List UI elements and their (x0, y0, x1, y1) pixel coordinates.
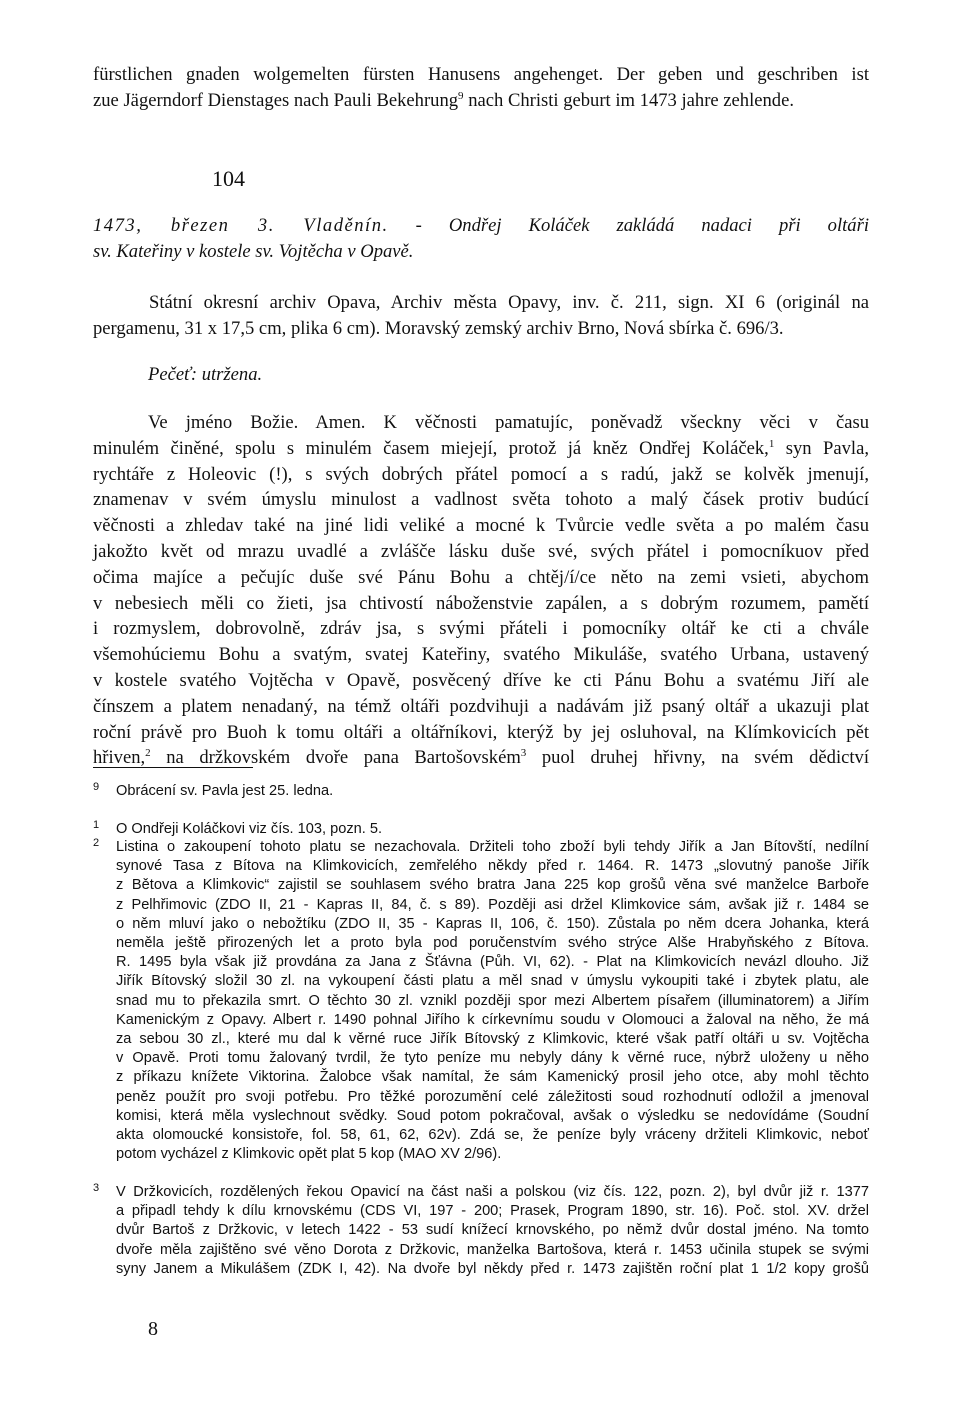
footnote-line: V Držkovicích, rozdělených řekou Opavicí na část naši a polskou (viz čís. 122, pozn. 2), byl dvůr již r. 1377 (116, 1184, 869, 1200)
footnote-body (116, 782, 869, 801)
intro-line-1: fürstlichen gnaden wolgemelten fürsten Hanusens angehenget. Der geben und geschriben ist (93, 64, 869, 85)
footnote-ref-1: 1 (768, 437, 775, 450)
regest-line-2: sv. Kateřiny v kostele sv. Vojtěcha v Opavě. (93, 241, 414, 262)
footnote-line: neměla ještě přirozených let a proto byla pod poručenstvím svého strýce Alše Hrabyňského z Bítova. (116, 935, 869, 952)
footnote-line: z Bětova a Klimkovic“ zajistil se souhlasem svého bratra Jana 225 kop grošů věna své manželce Barboře (116, 877, 869, 894)
footnote-line: z Pelhřimovic (ZDO II, 21 - Kapras II, 84, č. s 89). Později asi držel Klimkovice sám, avšak již r. 1484 se (116, 896, 869, 913)
footnote-mark: 3 (93, 1182, 100, 1194)
footnote-line: o něm mluví jako o nebožtíku (ZDO II, 35 - Kapras II, 106, č. 150). Zůstala po něm dcera Johanka, která (116, 915, 869, 932)
footnote-line: snad mu to překazila smrt. O těchto 30 zl. vznikl později spor mezi Albertem písařem (illuminatorem) a Jiřím (116, 992, 869, 1009)
text-line: očima majíce a pečujíc duše své Pánu Bohu a chtěj/í/ce něto na zemi vsieti, abychom (93, 566, 869, 588)
seal-note: Pečeť: utržena. (148, 364, 263, 385)
text-line: jakožto květ od mrazu uvadlé a zvlášče lásku duše své, svých přátel i pomocníkuov před (93, 540, 869, 562)
footnote-line: peněz použít pro svoji potřebu. Pro těžké porozumění celé záležitosti soud rozhodnutí odložil a jmenoval (116, 1088, 869, 1105)
text-line: roční právě pro Buoh k tomu oltáři a oltářníkovi, kterýž by jej osluhoval, na Klímkovicích pět (93, 721, 869, 743)
archive-reference (93, 290, 869, 341)
footnote-line: Listina o zakoupení tohoto platu se nezachovala. Držiteli toho zboží byli tehdy Jiřík a Jan Bítovští, nedílní (116, 839, 869, 855)
footnote-body (116, 838, 869, 1164)
footnote-line: potom vycházel z Klimkovic opět plat 5 kop (MAO XV 2/96). (116, 1146, 502, 1163)
footnote-mark: 9 (93, 781, 100, 793)
text-line: i rozmyslem, dobrovolně, zdráv jsa, s svými přáteli i pomocníky oltář ke cti a chvále (93, 618, 869, 640)
footnote-line: dvoře měla zajištěno své věno Dorota z Držkovic, manželka Bartošova, která r. 1453 učinila stupek se svými (116, 1241, 869, 1258)
footnote-ref-9: 9 (458, 89, 464, 102)
text-line: Ve jméno Božie. Amen. K věčnosti pamatujíc, poněvadž všeckny věci v času (148, 412, 869, 433)
footnote-line: komisi, která měla vyslechnout svědky. Soud potom pokračoval, avšak o výsledku se nedovídáme (Soudní (116, 1107, 869, 1124)
footnote-mark: 2 (93, 837, 100, 849)
footnote-line: Obrácení sv. Pavla jest 25. ledna. (116, 783, 334, 799)
footnote-line: Kamenickým z Opavy. Albert r. 1490 pohnal Jiřího k církevnímu soudu v Olomouci a žaloval na něho, že má (116, 1011, 869, 1028)
archive-line-2: pergamenu, 31 x 17,5 cm, plika 6 cm). Moravský zemský archiv Brno, Nová sbírka č. 696/3. (93, 317, 784, 339)
text-line: čínszem a platem nenadaný, na témž oltáři pozdvihuji a nadávám již psaný oltář a ukazuji plat (93, 695, 869, 717)
footnote-line: a připadl tehdy k dílu krnovskému (CDS VI, 197 - 200; Prasek, Program 1890, str. 16). Poč. stol. XV. držel (116, 1203, 869, 1220)
footnote-line: Jiřík Bítovský složil 30 zl. na vykoupení části platu a měl snad v úmyslu vykoupiti také i zbytek platu, ale (116, 973, 869, 990)
footnote-line: syny Janem a Mikulášem (ZDK I, 42). Na dvoře byl někdy před r. 1473 zajištěn roční plat 1 1/2 kopy grošů (116, 1260, 869, 1277)
footnote-line: z příkazu knížete Viktorina. Žalobce však namítal, že sám Kamenický prosil jeho otce, aby mohl těchto (116, 1069, 869, 1086)
text-line: hřiven,$^2$ na držkovském dvoře pana Bartošovském$^3$ puol druhej hřivny, na svém dědictví (93, 747, 869, 769)
intro-line-2: zue Jägerndorf Dienstages nach Pauli Bekehrung$^9$ nach Christi geburt im 1473 jahre zehlende. (93, 89, 795, 111)
text-line: všemohúciemu Bohu a svatým, svatej Kateřiny, svatého Mikuláše, svatého Urbana, ustavený (93, 644, 869, 666)
document-number: 104 (212, 166, 245, 191)
regest-line-1: 1473, březen 3. Vladěnín. - Ondřej Koláček zakládá nadaci při oltáři (93, 215, 870, 236)
footnote-body (116, 820, 869, 839)
footnote-mark: 1 (93, 819, 100, 831)
text-line: znamenav v svém úmyslu minulost a vadlnost světa tohoto a malý čásek protiv budúcí (93, 489, 869, 511)
footnote-line: v Opavě. Proti tomu žalovaný tvrdil, že tyto peníze mu nebyly dány k věrné ruce, nýbrž uloženy u něho (116, 1050, 869, 1067)
text-line: minulém činěné, spolu s minulém časem miejejí, protož já kněz Ondřej Koláček,$^1$ syn Pavla, (93, 437, 869, 459)
charter-text (93, 410, 869, 771)
regest-date: 1473, březen 3. Vladěnín. (93, 215, 389, 236)
footnote-line: akta olomoucké konsistoře, fol. 58, 61, 62, 62v). Zdá se, že peníze byly vráceny držiteli Klimkovic, neboť (116, 1127, 869, 1144)
intro-paragraph (93, 62, 869, 113)
footnote-line: za sebou 30 zl., které mu dal k věrné ruce Jiřík Bítovský z Klimkovic, které však patří oltáři u sv. Vojtěcha (116, 1031, 869, 1048)
footnote-ref-3: 3 (520, 747, 527, 760)
footnote-line: synové Tasa z Bítova na Klimkovicích, zemřelého někdy před r. 1464. R. 1473 „slovutný panoše Jiřík (116, 858, 869, 875)
footnote-line: O Ondřeji Koláčkovi viz čís. 103, pozn. 5. (116, 821, 383, 837)
footnote-body (116, 1183, 869, 1279)
text-line: v nebesiech měli co žieti, jsa chtivostí náboženstvie zapálen, a s dobrým rozumem, pamětí (93, 592, 869, 614)
footnote-divider (93, 767, 253, 768)
footnote-line: dvůr Bartoš z Držkovic, v letech 1422 - 53 sudí knížecí krnovského, po němž dvůr dostal jméno. Na tomto (116, 1222, 869, 1239)
text-line: rychtáře z Holeovic (!), s svých dobrých přátel pomocí a s radú, jakž se kolvěk jmenují, (93, 463, 869, 485)
page-number: 8 (148, 1318, 158, 1340)
footnote-ref-2: 2 (145, 747, 151, 760)
text-line: věčnosti a zhledav také na jiné lidi veliké a mocné k Tvůrcie vedle světa a po malém času (93, 515, 869, 537)
regest (93, 213, 869, 265)
text-line: v kostele svatého Vojtěcha v Opavě, posvěcený dříve ke cti Pánu Bohu a svatému Jiří ale (93, 669, 869, 691)
archive-line-1: Státní okresní archiv Opava, Archiv města Opavy, inv. č. 211, sign. XI 6 (originál na (149, 292, 869, 313)
footnote-line: R. 1495 byla však již provdána za Jana z Šťávna (Půh. VI, 62). - Plat na Klimkovicích nevázl dlouho. Již (116, 954, 869, 971)
